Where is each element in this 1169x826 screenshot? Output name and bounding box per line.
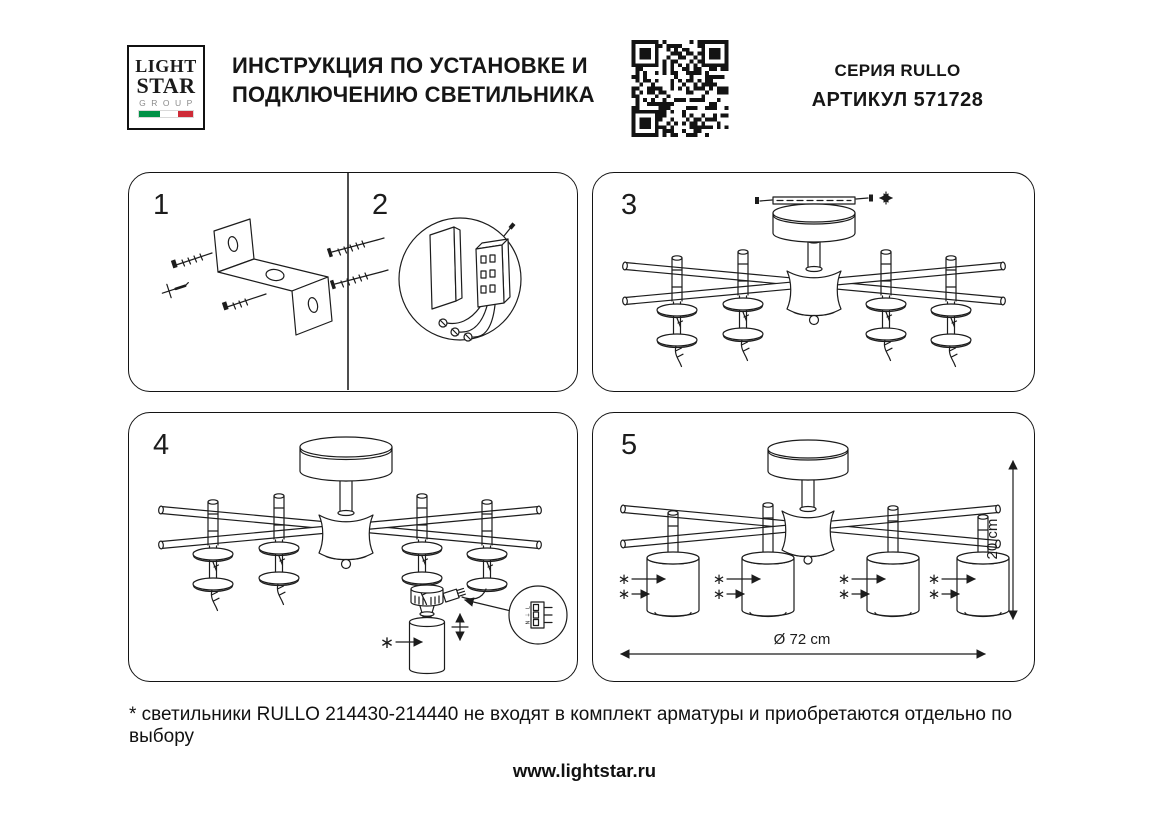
step-number-4: 4: [153, 429, 170, 461]
wires: [439, 305, 495, 341]
cylinder-shade: [742, 552, 794, 617]
article-label: АРТИКУЛ 571728: [811, 89, 984, 111]
product-info: [775, 61, 1020, 112]
terminal-label-l: L: [525, 606, 532, 609]
logo-star: STAR: [136, 73, 196, 98]
height-label: 20 cm: [984, 518, 1001, 560]
central-hub: [787, 271, 841, 325]
step-number-2: 2: [372, 189, 389, 221]
magnifier-leader: [465, 600, 511, 611]
screw-left: [171, 253, 212, 268]
small-screw-icon: [160, 278, 191, 300]
diameter-dimension: [621, 631, 985, 654]
page-title-line1: ИНСТРУКЦИЯ ПО УСТАНОВКЕ И: [232, 53, 588, 78]
step-number-3: 3: [621, 189, 638, 221]
page-title-line2: ПОДКЛЮЧЕНИЮ СВЕТИЛЬНИКА: [232, 81, 595, 107]
qr-code: [630, 40, 730, 137]
mounting-bar: [755, 192, 892, 204]
terminal-label-n: N: [525, 620, 532, 625]
cylinder-shade: [867, 552, 919, 617]
asterisk-marker: ∗: [927, 586, 941, 603]
asterisk-marker: ∗: [712, 571, 726, 588]
move-icon: [880, 192, 892, 204]
lamp-holder: [259, 494, 299, 605]
website-url: www.lightstar.ru: [512, 760, 657, 781]
terminal-block: [476, 222, 515, 307]
lightstar-logo: [127, 45, 205, 130]
series-label: СЕРИЯ RULLO: [834, 61, 961, 80]
ceiling-canopy: [773, 204, 855, 242]
footnote: * светильники RULLO 214430-214440 не входят в комплект арматуры и приобретаются отдельно по выбору: [129, 704, 1013, 747]
flag-white-stripe: [160, 111, 178, 117]
wiring-drawing: [399, 218, 521, 341]
screw-bottom: [222, 294, 266, 310]
panel-step-5: [592, 412, 1035, 682]
panel-step-4: [128, 412, 578, 682]
asterisk-marker: ∗: [837, 571, 851, 588]
ceiling-canopy: [768, 440, 848, 480]
flag-green-stripe: [139, 111, 160, 117]
diameter-label: Ø 72 cm: [773, 631, 831, 648]
asterisk-marker: ∗: [712, 586, 726, 603]
lamp-holder: [866, 250, 906, 361]
step1-2-diagram: [129, 173, 576, 390]
dowel-bottom-right: [330, 270, 388, 289]
magnifier-detail: [509, 586, 567, 644]
asterisk-marker: ∗: [617, 586, 631, 603]
step4-diagram: [129, 413, 576, 680]
panel-step-3: [592, 172, 1035, 392]
move-icon: [452, 614, 468, 640]
central-hub: [319, 515, 373, 569]
cylinder-shade: [957, 552, 1009, 617]
logo-light: LIGHT: [135, 56, 197, 76]
ceiling-canopy: [300, 437, 392, 481]
dowel-top-right: [327, 238, 384, 257]
step3-diagram: [593, 173, 1033, 390]
asterisk-marker: ∗: [617, 571, 631, 588]
wire-connector: [443, 587, 466, 602]
asterisk-marker: ∗: [927, 571, 941, 588]
cover-plate: [430, 227, 456, 309]
step5-diagram: [593, 413, 1033, 680]
bracket-drawing: [160, 219, 388, 335]
panel-steps-1-2: [128, 172, 578, 392]
asterisk-marker: ∗: [837, 586, 851, 603]
cylinder-shade: [647, 552, 699, 617]
spotlight-lamp: [410, 585, 445, 674]
step-number-1: 1: [153, 189, 170, 221]
page-title: [232, 52, 595, 109]
step-number-5: 5: [621, 429, 638, 461]
terminal-label-earth: ⏚: [525, 612, 532, 618]
lamp-holder: [723, 250, 763, 361]
flag-red-stripe: [178, 111, 193, 117]
asterisk-marker: ∗: [379, 633, 395, 652]
logo-group: GROUP: [139, 98, 198, 108]
italian-flag-icon: [139, 111, 193, 117]
